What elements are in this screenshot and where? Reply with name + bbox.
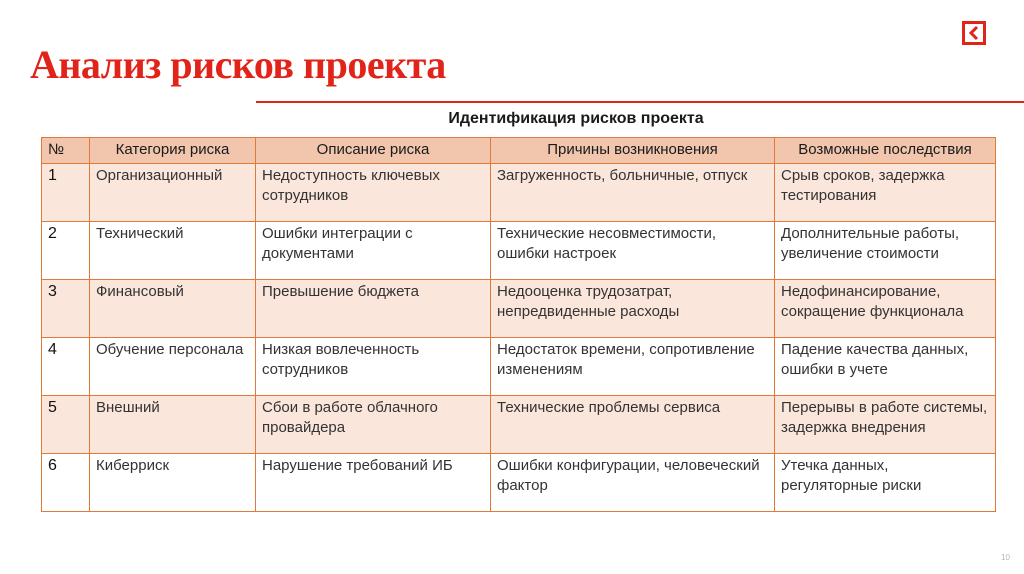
cell-description: Ошибки интеграции с документами bbox=[256, 222, 491, 280]
header-consequences: Возможные последствия bbox=[775, 138, 996, 164]
cell-causes: Недостаток времени, сопротивление изменениям bbox=[491, 338, 775, 396]
cell-description: Недоступность ключевых сотрудников bbox=[256, 164, 491, 222]
cell-description: Сбои в работе облачного провайдера bbox=[256, 396, 491, 454]
table-caption: Идентификация рисков проекта bbox=[448, 110, 704, 127]
page-title: Анализ рисков проекта bbox=[30, 42, 446, 87]
header-causes: Причины возникновения bbox=[491, 138, 775, 164]
back-arrow-icon bbox=[962, 21, 986, 45]
cell-consequences: Недофинансирование, сокращение функционала bbox=[775, 280, 996, 338]
header-category: Категория риска bbox=[90, 138, 256, 164]
cell-causes: Технические проблемы сервиса bbox=[491, 396, 775, 454]
cell-number: 3 bbox=[42, 280, 90, 338]
header-description: Описание риска bbox=[256, 138, 491, 164]
cell-category: Обучение персонала bbox=[90, 338, 256, 396]
cell-category: Организационный bbox=[90, 164, 256, 222]
cell-causes: Ошибки конфигурации, человеческий фактор bbox=[491, 454, 775, 512]
cell-description: Превышение бюджета bbox=[256, 280, 491, 338]
cell-causes: Технические несовместимости, ошибки настроек bbox=[491, 222, 775, 280]
cell-number: 4 bbox=[42, 338, 90, 396]
table-row bbox=[42, 454, 996, 512]
table-row bbox=[42, 164, 996, 222]
cell-number: 5 bbox=[42, 396, 90, 454]
cell-consequences: Дополнительные работы, увеличение стоимости bbox=[775, 222, 996, 280]
back-button[interactable] bbox=[962, 21, 986, 45]
cell-category: Технический bbox=[90, 222, 256, 280]
cell-description: Нарушение требований ИБ bbox=[256, 454, 491, 512]
table-row bbox=[42, 396, 996, 454]
table-row bbox=[42, 280, 996, 338]
cell-consequences: Падение качества данных, ошибки в учете bbox=[775, 338, 996, 396]
cell-category: Внешний bbox=[90, 396, 256, 454]
cell-consequences: Утечка данных, регуляторные риски bbox=[775, 454, 996, 512]
cell-number: 1 bbox=[42, 164, 90, 222]
cell-number: 2 bbox=[42, 222, 90, 280]
cell-description: Низкая вовлеченность сотрудников bbox=[256, 338, 491, 396]
title-divider bbox=[256, 101, 1024, 103]
cell-category: Киберриск bbox=[90, 454, 256, 512]
risk-table bbox=[41, 137, 996, 512]
page-number: 10 bbox=[1001, 553, 1010, 562]
cell-causes: Загруженность, больничные, отпуск bbox=[491, 164, 775, 222]
cell-causes: Недооценка трудозатрат, непредвиденные расходы bbox=[491, 280, 775, 338]
cell-number: 6 bbox=[42, 454, 90, 512]
table-row bbox=[42, 338, 996, 396]
cell-consequences: Перерывы в работе системы, задержка внедрения bbox=[775, 396, 996, 454]
cell-consequences: Срыв сроков, задержка тестирования bbox=[775, 164, 996, 222]
header-number: № bbox=[42, 138, 90, 164]
table-row bbox=[42, 222, 996, 280]
table-header-row bbox=[42, 138, 996, 164]
cell-category: Финансовый bbox=[90, 280, 256, 338]
